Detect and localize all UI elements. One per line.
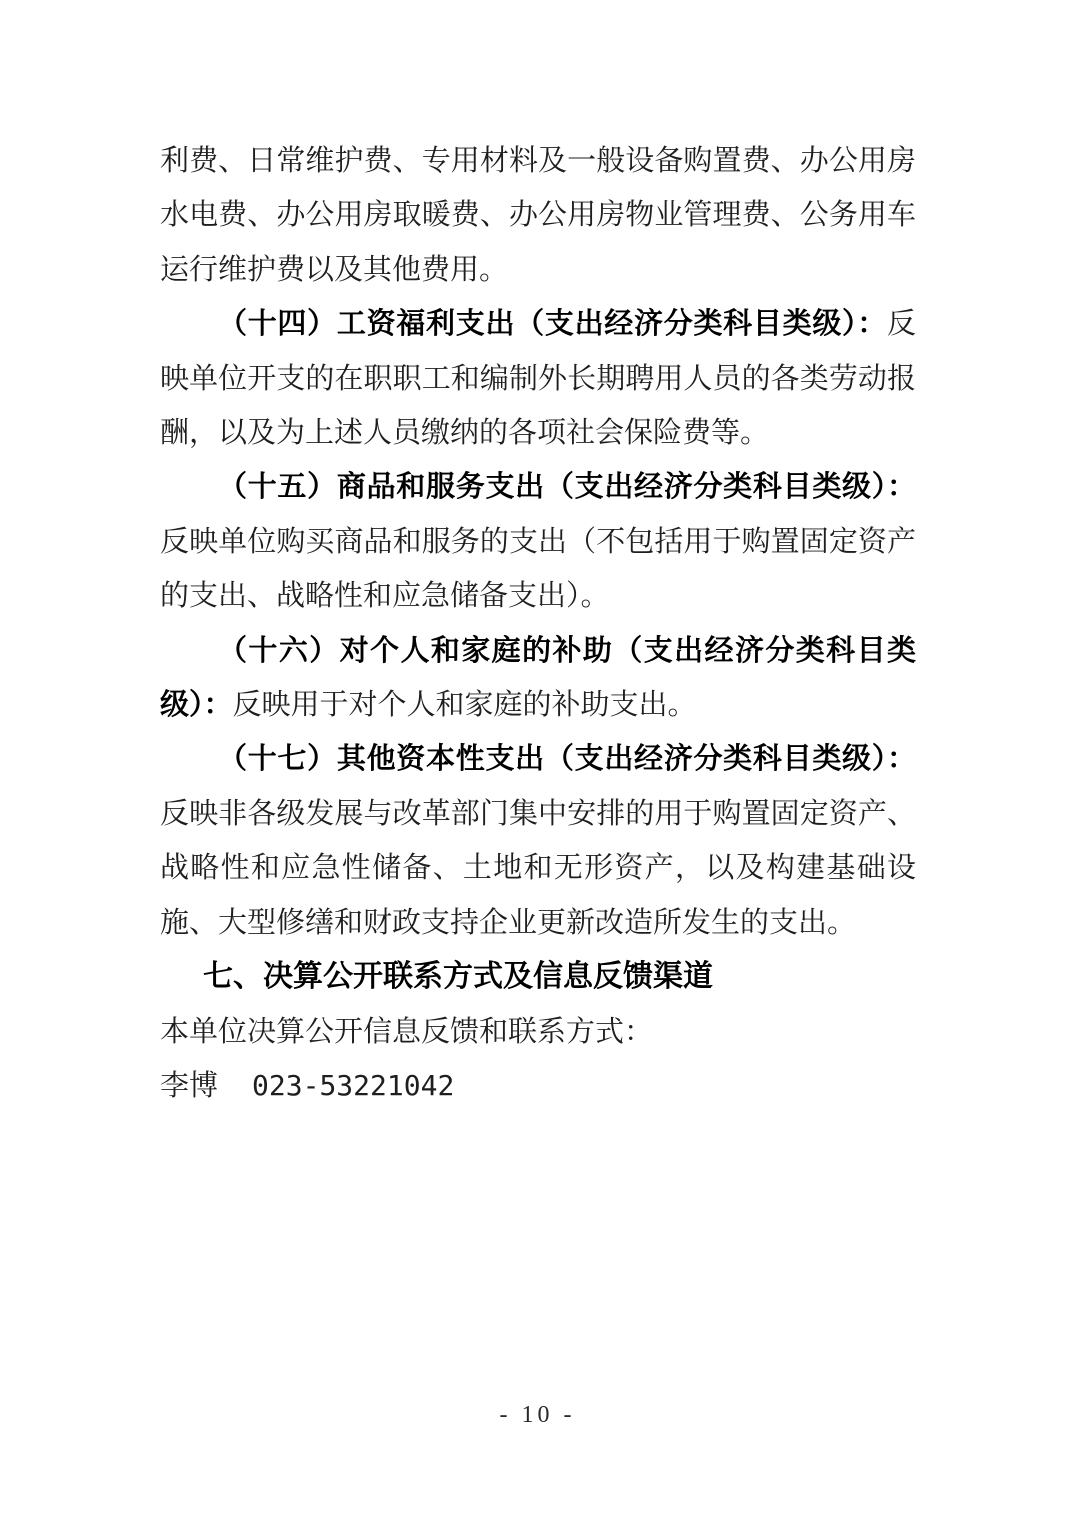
paragraph-item-14 (160, 297, 916, 460)
page-number: - 10 - (499, 1402, 576, 1428)
paragraph-item-16 (160, 624, 916, 733)
paragraph-lead-bold: （十五）商品和服务支出（支出经济分类科目类级）： (218, 471, 916, 504)
contact-phone-number: 023-53221042 (252, 1068, 455, 1102)
paragraph-text: 反映非各级发展与改革部门集中安排的用于购置固定资产、战略性和应急性储备、土地和无形资产，以及构建基础设施、大型修缮和财政支持企业更新改造所发生的支出。 (160, 797, 916, 939)
paragraph-lead-bold: （十四）工资福利支出（支出经济分类科目类级）： (218, 308, 887, 341)
paragraph-item-17 (160, 732, 916, 950)
paragraph-text: 反映用于对个人和家庭的补助支出。 (232, 689, 697, 722)
document-body (160, 134, 916, 1113)
paragraph-text: 利费、日常维护费、专用材料及一般设备购置费、办公用房水电费、办公用房取暖费、办公用房物业管理费、公务用车运行维护费以及其他费用。 (160, 145, 916, 286)
section-heading-seven: 七、决算公开联系方式及信息反馈渠道 (203, 960, 713, 994)
paragraph-expense-continuation (160, 134, 916, 297)
paragraph-lead-bold: （十六）对个人和家庭的补助（支出经济分类科目类级）： (160, 634, 916, 722)
paragraph-text: 反映单位购买商品和服务的支出（不包括用于购置固定资产的支出、战略性和应急储备支出）。 (160, 525, 916, 613)
paragraph-item-15 (160, 460, 916, 623)
contact-intro-line: 本单位决算公开信息反馈和联系方式： (160, 1015, 654, 1048)
contact-detail-line (160, 1059, 916, 1113)
paragraph-lead-bold: （十七）其他资本性支出（支出经济分类科目类级）： (218, 743, 916, 776)
paragraph-text: 反映单位开支的在职职工和编制外长期聘用人员的各类劳动报酬，以及为上述人员缴纳的各项社会保险费等。 (160, 308, 916, 450)
contact-name: 李博 (160, 1069, 219, 1102)
